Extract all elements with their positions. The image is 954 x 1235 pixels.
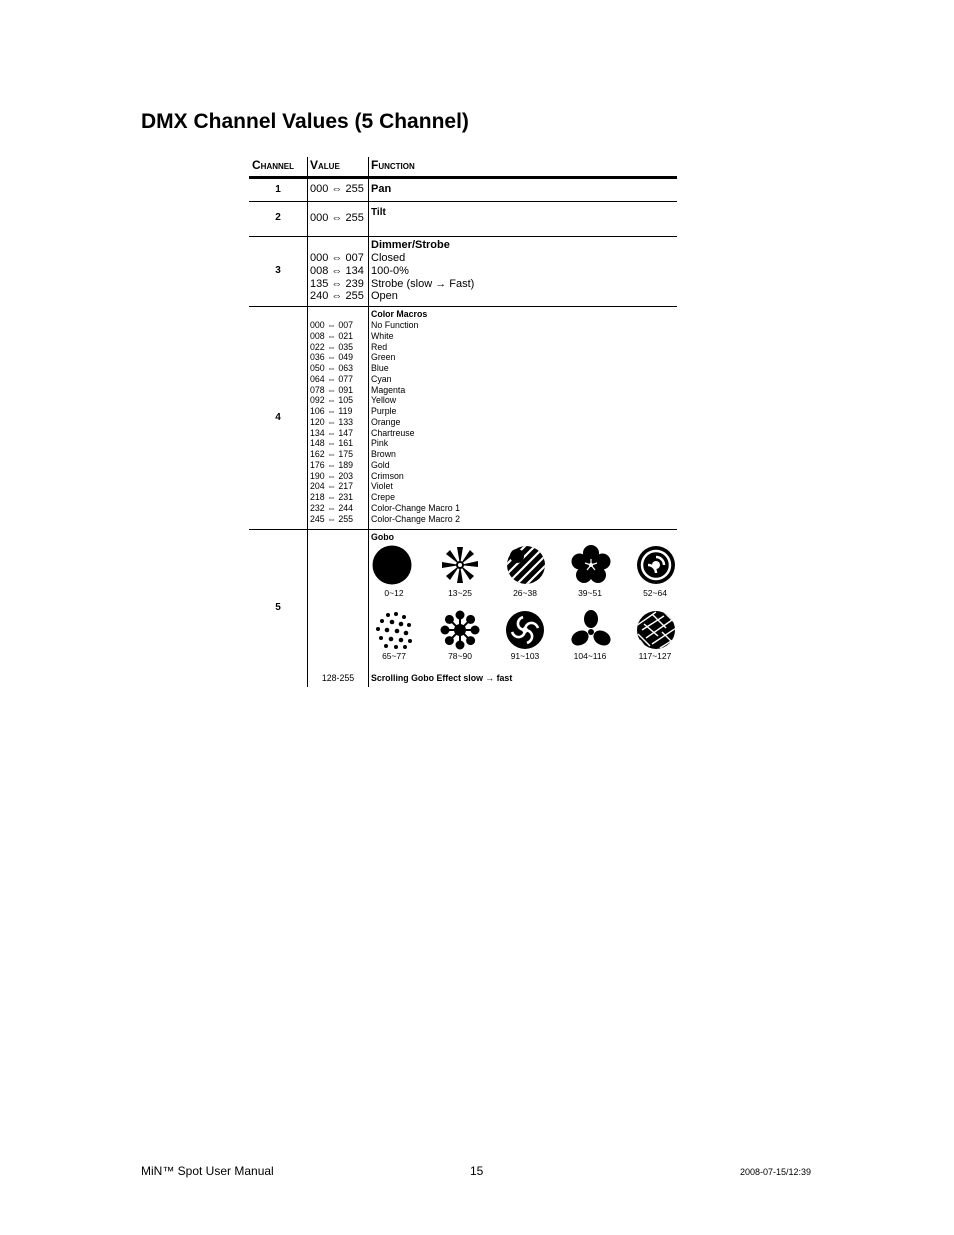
function-item: Crepe [371, 492, 395, 502]
channel-number: 2 [275, 212, 281, 223]
channel-number: 1 [275, 184, 281, 195]
gobo-label: 78~90 [448, 651, 472, 661]
page-number: 15 [470, 1164, 484, 1178]
value-range: 000 ⇔ 007 [310, 320, 354, 330]
value-range: 008 ⇔ 134 [310, 264, 364, 277]
function-item: Gold [371, 459, 390, 470]
function-item: Purple [371, 406, 397, 416]
value-range: 092 ⇔ 105 [310, 395, 354, 406]
value-range: 000 ⇔ 007 [310, 252, 364, 264]
gobo-label: 13~25 [448, 588, 472, 598]
value-range: 036 ⇔ 049 [310, 352, 354, 363]
header-function: Function [371, 158, 415, 172]
value-range: 135 ⇔ 239 [310, 277, 364, 290]
function-item: No Function [371, 320, 419, 330]
open-disc-icon [372, 545, 412, 585]
channel-function: Pan [371, 183, 392, 195]
gobo-label: 52~64 [643, 588, 667, 598]
page-title: DMX Channel Values (5 Channel) [141, 110, 469, 133]
value-range: 162 ⇔ 175 [310, 449, 354, 459]
function-title: Color Macros [371, 309, 428, 319]
channel-number: 4 [275, 412, 281, 423]
function-item: Green [371, 352, 396, 363]
starburst-gobo-icon [440, 545, 480, 585]
channel-number: 5 [275, 602, 281, 613]
function-item: Red [371, 341, 388, 352]
function-item: Blue [371, 363, 389, 373]
function-list [371, 320, 460, 524]
function-item: Strobe (slow → Fast) [371, 277, 475, 290]
value-list [310, 320, 353, 524]
channel-function: Tilt [371, 207, 386, 218]
gobo-label: 104~116 [573, 651, 607, 661]
row-divider [249, 529, 677, 530]
value-range: 050 ⇔ 063 [310, 363, 354, 373]
function-item: Chartreuse [371, 427, 415, 438]
row-divider [249, 236, 677, 237]
function-item: Pink [371, 438, 389, 449]
value-list [310, 252, 364, 303]
function-item: Color-Change Macro 1 [371, 502, 460, 513]
flower-gobo-icon [571, 545, 611, 585]
function-item: Yellow [371, 395, 397, 406]
function-item: Open [371, 290, 398, 303]
function-title: Dimmer/Strobe [371, 239, 450, 251]
striped-gobo-icon [506, 545, 546, 585]
gobo-label: 39~51 [578, 588, 602, 598]
row-divider [249, 201, 677, 202]
channel-value: 000 ⇔ 255 [310, 212, 364, 224]
value-range: 148 ⇔ 161 [310, 438, 354, 449]
value-range: 245 ⇔ 255 [310, 513, 354, 524]
function-item: Closed [371, 252, 406, 264]
function-item: Color-Change Macro 2 [371, 513, 460, 524]
channel-function: Scrolling Gobo Effect slow → fast [371, 673, 513, 683]
function-title: Gobo [371, 532, 394, 542]
value-range: 078 ⇔ 091 [310, 384, 354, 395]
value-range: 064 ⇔ 077 [310, 373, 354, 384]
value-range: 120 ⇔ 133 [310, 416, 354, 427]
function-list [371, 252, 474, 303]
swirl-gobo-icon [636, 545, 676, 585]
value-range: 022 ⇔ 035 [310, 341, 354, 352]
spiral-gobo-icon [505, 610, 545, 650]
value-range: 218 ⇔ 231 [310, 492, 354, 502]
value-range: 232 ⇔ 244 [310, 502, 354, 513]
function-item: 100-0% [371, 264, 409, 277]
value-range: 190 ⇔ 203 [310, 470, 354, 481]
value-range: 106 ⇔ 119 [310, 406, 353, 416]
dots-gobo-icon [374, 610, 414, 650]
value-range: 176 ⇔ 189 [310, 459, 354, 470]
channel-number: 3 [275, 265, 281, 276]
breakup-gobo-icon [636, 610, 676, 650]
footer-manual-title: MiN™ Spot User Manual [141, 1164, 274, 1178]
value-range: 008 ⇔ 021 [310, 330, 354, 341]
function-item: Cyan [371, 373, 392, 384]
footer-date: 2008-07-15/12:39 [740, 1167, 812, 1177]
function-item: Brown [371, 449, 396, 459]
gobo-label: 0~12 [384, 588, 404, 598]
channel-value: 128-255 [321, 673, 355, 683]
gobo-label: 91~103 [510, 651, 540, 661]
function-item: Magenta [371, 384, 406, 395]
header-channel: Channel [252, 158, 294, 172]
three-petal-gobo-icon [571, 610, 611, 650]
function-item: Crimson [371, 470, 404, 481]
radial-dots-gobo-icon [440, 610, 480, 650]
function-item: Violet [371, 481, 393, 492]
value-range: 240 ⇔ 255 [310, 290, 364, 303]
function-item: White [371, 330, 394, 341]
header-rule [249, 176, 677, 179]
value-range: 204 ⇔ 217 [310, 481, 354, 492]
function-item: Orange [371, 416, 401, 427]
gobo-label: 26~38 [513, 588, 537, 598]
gobo-label: 117~127 [638, 651, 672, 661]
gobo-label: 65~77 [382, 651, 406, 661]
value-range: 134 ⇔ 147 [310, 427, 354, 438]
row-divider [249, 306, 677, 307]
channel-value: 000 ⇔ 255 [310, 183, 364, 195]
header-value: Value [310, 158, 340, 172]
